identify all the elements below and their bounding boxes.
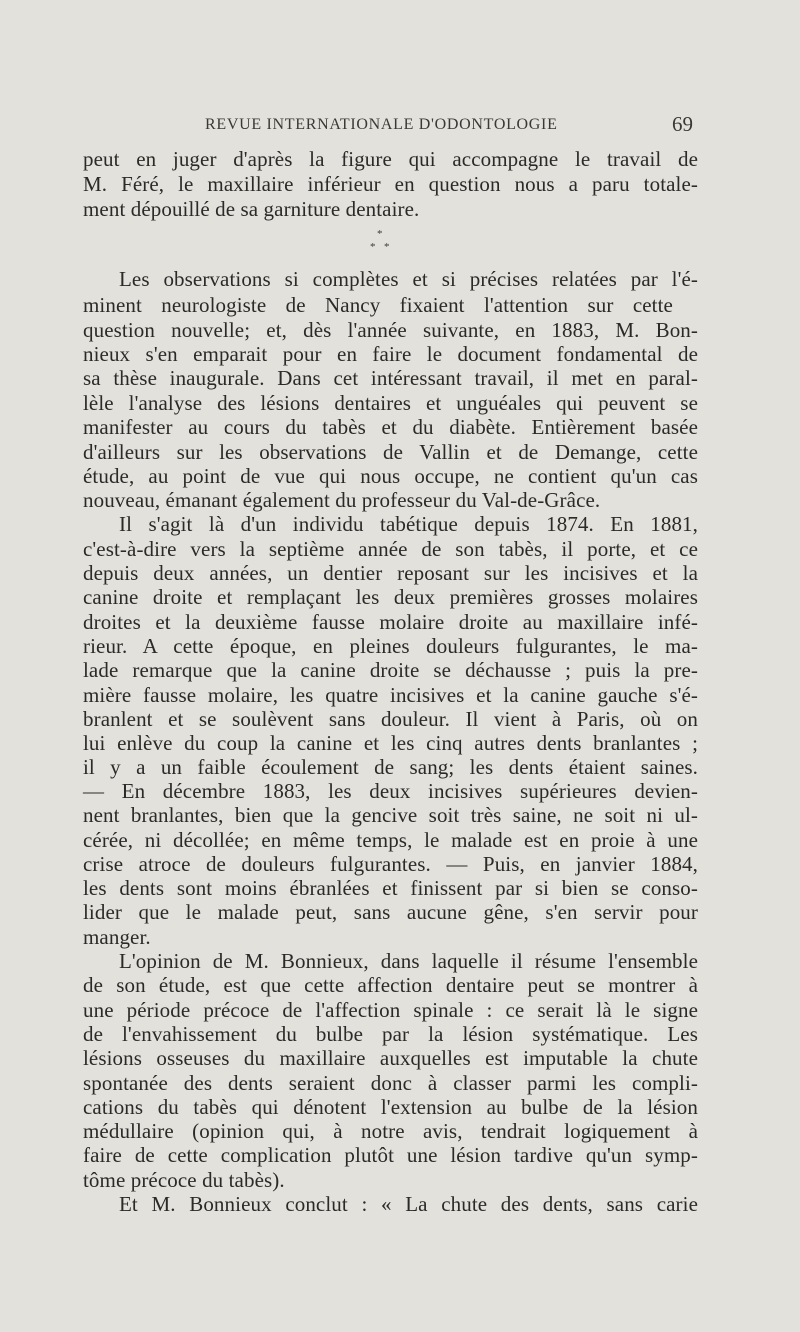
text-line: nieux s'en emparait pour en faire le document fondamental de xyxy=(83,342,698,366)
text-line: rieur. A cette époque, en pleines douleurs fulgurantes, le ma- xyxy=(83,634,698,658)
text-line: les dents sont moins ébranlées et finissent par si bien se conso- xyxy=(83,876,698,900)
asterism-star: * xyxy=(377,228,383,240)
text-line: d'ailleurs sur les observations de Vallin et de Demange, cette xyxy=(83,440,698,464)
text-line: crise atroce de douleurs fulgurantes. — Puis, en janvier 1884, xyxy=(83,852,698,876)
text-line: depuis deux années, un dentier reposant sur les incisives et la xyxy=(83,561,698,585)
text-line: sa thèse inaugurale. Dans cet intéressant travail, il met en paral- xyxy=(83,366,698,390)
text-line: c'est-à-dire vers la septième année de son tabès, il porte, et ce xyxy=(83,537,698,561)
page-number: 69 xyxy=(672,112,693,136)
asterism-star: * xyxy=(370,241,376,253)
asterism-star: * xyxy=(384,241,390,253)
text-line: une période précoce de l'affection spinale : ce serait là le signe xyxy=(83,998,698,1022)
text-line: manifester au cours du tabès et du diabète. Entièrement basée xyxy=(83,415,698,439)
text-line: nent branlantes, bien que la gencive soit très saine, ne soit ni ul- xyxy=(83,803,698,827)
text-line: ment dépouillé de sa garniture dentaire. xyxy=(83,197,420,221)
text-line: spontanée des dents seraient donc à classer parmi les compli- xyxy=(83,1071,698,1095)
text-line: lésions osseuses du maxillaire auxquelles est imputable la chute xyxy=(83,1046,698,1070)
text-line: branlent et se soulèvent sans douleur. Il vient à Paris, où on xyxy=(83,707,698,731)
text-line: il y a un faible écoulement de sang; les dents étaient saines. xyxy=(83,755,698,779)
text-line: faire de cette complication plutôt une lésion tardive qu'un symp- xyxy=(83,1143,698,1167)
text-line: tôme précoce du tabès). xyxy=(83,1168,285,1192)
text-line: minent neurologiste de Nancy fixaient l'attention sur cette xyxy=(83,293,673,317)
text-line: lider que le malade peut, sans aucune gêne, s'en servir pour xyxy=(83,900,698,924)
text-line: question nouvelle; et, dès l'année suivante, en 1883, M. Bon- xyxy=(83,318,698,342)
text-line: cérée, ni décollée; en même temps, le malade est en proie à une xyxy=(83,828,698,852)
text-line: mière fausse molaire, les quatre incisives et la canine gauche s'é- xyxy=(83,683,698,707)
text-line: Il s'agit là d'un individu tabétique depuis 1874. En 1881, xyxy=(119,512,698,536)
text-line: canine droite et remplaçant les deux premières grosses molaires xyxy=(83,585,698,609)
text-line: Et M. Bonnieux conclut : « La chute des dents, sans carie xyxy=(119,1192,698,1216)
text-line: cations du tabès qui dénotent l'extension au bulbe de la lésion xyxy=(83,1095,698,1119)
text-line: M. Féré, le maxillaire inférieur en question nous a paru totale- xyxy=(83,172,698,196)
text-line: Les observations si complètes et si précises relatées par l'é- xyxy=(119,267,698,291)
text-line: lui enlève du coup la canine et les cinq autres dents branlantes ; xyxy=(83,731,698,755)
text-line: étude, au point de vue qui nous occupe, ne contient qu'un cas xyxy=(83,464,698,488)
text-line: L'opinion de M. Bonnieux, dans laquelle il résume l'ensemble xyxy=(119,949,698,973)
text-line: médullaire (opinion qui, à notre avis, tendrait logiquement à xyxy=(83,1119,698,1143)
text-line: manger. xyxy=(83,925,151,949)
text-line: nouveau, émanant également du professeur du Val-de-Grâce. xyxy=(83,488,601,512)
text-line: — En décembre 1883, les deux incisives supérieures devien- xyxy=(83,779,698,803)
text-line: lèle l'analyse des lésions dentaires et unguéales qui peuvent se xyxy=(83,391,698,415)
text-line: de son étude, est que cette affection dentaire peut se montrer à xyxy=(83,973,698,997)
text-line: de l'envahissement du bulbe par la lésion systématique. Les xyxy=(83,1022,698,1046)
text-line: droites et la deuxième fausse molaire droite au maxillaire infé- xyxy=(83,610,698,634)
text-line: lade remarque que la canine droite se déchausse ; puis la pre- xyxy=(83,658,698,682)
running-title: REVUE INTERNATIONALE D'ODONTOLOGIE xyxy=(205,116,558,133)
text-line: peut en juger d'après la figure qui accompagne le travail de xyxy=(83,147,698,171)
